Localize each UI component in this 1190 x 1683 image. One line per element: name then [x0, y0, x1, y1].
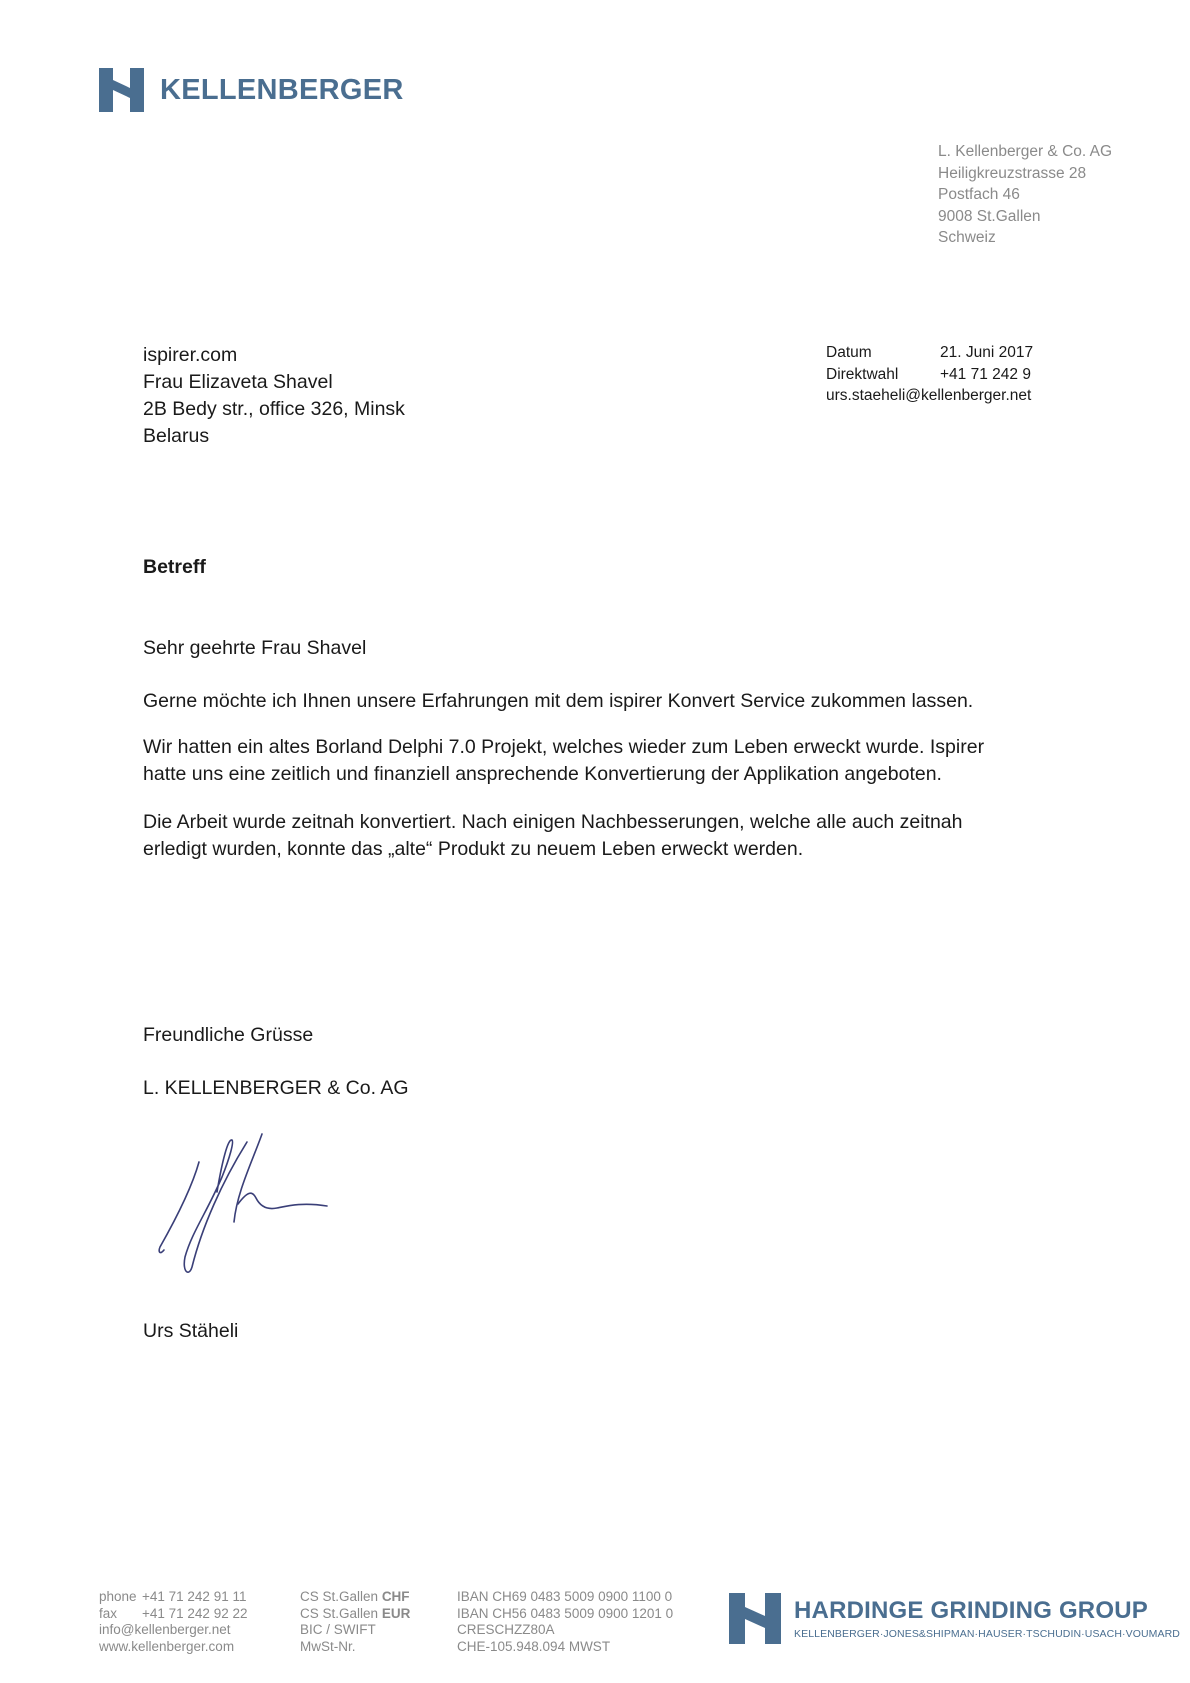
- paragraph-line: Die Arbeit wurde zeitnah konvertiert. Nach einigen Nachbesserungen, welche alle auch zeitnah: [143, 811, 963, 833]
- sender-line: Schweiz: [938, 229, 996, 246]
- group-name: HARDINGE GRINDING GROUP: [794, 1597, 1148, 1624]
- contact-email: urs.staeheli@kellenberger.net: [826, 387, 1032, 404]
- company-logo: [99, 68, 404, 112]
- group-text: [794, 1597, 1180, 1640]
- footer-contact: [99, 1589, 247, 1655]
- footer-fax: fax +41 71 242 92 22: [99, 1605, 248, 1621]
- recipient-address: [143, 342, 405, 450]
- sender-line: Heiligkreuzstrasse 28: [938, 164, 1087, 182]
- direct-dial-row: [826, 364, 1033, 386]
- signing-company: L. KELLENBERGER & Co. AG: [143, 1077, 409, 1099]
- paragraph-line: hatte uns eine zeitlich und finanziell ansprechende Konvertierung der Applikation angeboten.: [143, 763, 942, 785]
- paragraph-line: erledigt wurden, konnte das „alte“ Produkt zu neuem Leben erweckt werden.: [143, 838, 804, 860]
- footer-vat-label: MwSt-Nr.: [300, 1638, 356, 1654]
- signer-name: Urs Stäheli: [143, 1320, 239, 1342]
- direct-dial-label: Direktwahl: [826, 365, 899, 383]
- sender-line: 9008 St.Gallen: [938, 207, 1041, 225]
- paragraph-3: [143, 809, 1043, 863]
- date-value: 21. Juni 2017: [940, 344, 1034, 361]
- group-logo: [729, 1593, 1180, 1644]
- brand-name: KELLENBERGER: [160, 73, 404, 106]
- footer-bank-chf: CS St.Gallen CHF: [300, 1589, 410, 1604]
- sender-address: [938, 141, 1112, 249]
- recipient-line: ispirer.com: [143, 344, 238, 366]
- footer-vat: CHE-105.948.094 MWST: [457, 1638, 611, 1654]
- group-brands: KELLENBERGER·JONES&SHIPMAN·HAUSER·TSCHUDIN·USACH·VOUMARD: [794, 1628, 1180, 1640]
- recipient-line: Frau Elizaveta Shavel: [143, 371, 333, 393]
- paragraph-line: Gerne möchte ich Ihnen unsere Erfahrungen mit dem ispirer Konvert Service zukommen lassen.: [143, 690, 974, 712]
- recipient-line: 2B Bedy str., office 326, Minsk: [143, 398, 405, 420]
- footer-bic: CRESCHZZ80A: [457, 1622, 555, 1637]
- footer-bank: [300, 1589, 410, 1655]
- kellenberger-h-logo-icon: [99, 68, 144, 112]
- footer-bic-label: BIC / SWIFT: [300, 1622, 376, 1637]
- letter-meta: [826, 342, 1033, 407]
- sender-line: Postfach 46: [938, 186, 1020, 203]
- footer-bank-eur: CS St.Gallen EUR: [300, 1605, 411, 1621]
- subject-heading: Betreff: [143, 556, 206, 578]
- closing: Freundliche Grüsse: [143, 1024, 314, 1046]
- date-row: [826, 342, 1033, 364]
- handwritten-signature-icon: [152, 1132, 332, 1282]
- footer-iban-eur: IBAN CH56 0483 5009 0900 1201 0: [457, 1605, 674, 1621]
- paragraph-1: [143, 688, 1043, 715]
- footer-iban-chf: IBAN CH69 0483 5009 0900 1100 0: [457, 1589, 673, 1604]
- footer-website: www.kellenberger.com: [99, 1638, 235, 1654]
- footer-phone: phone +41 71 242 91 11: [99, 1589, 247, 1604]
- paragraph-line: Wir hatten ein altes Borland Delphi 7.0 Projekt, welches wieder zum Leben erweckt wurde. Ispirer: [143, 736, 985, 758]
- footer-iban: [457, 1589, 673, 1655]
- recipient-line: Belarus: [143, 425, 210, 447]
- sender-line: L. Kellenberger & Co. AG: [938, 143, 1113, 160]
- hardinge-h-logo-icon: [729, 1593, 781, 1644]
- direct-dial-value: +41 71 242 9: [940, 365, 1031, 383]
- salutation: Sehr geehrte Frau Shavel: [143, 637, 367, 659]
- paragraph-2: [143, 734, 1043, 788]
- date-label: Datum: [826, 344, 872, 361]
- email-row: [826, 385, 1033, 407]
- footer-email: info@kellenberger.net: [99, 1622, 231, 1637]
